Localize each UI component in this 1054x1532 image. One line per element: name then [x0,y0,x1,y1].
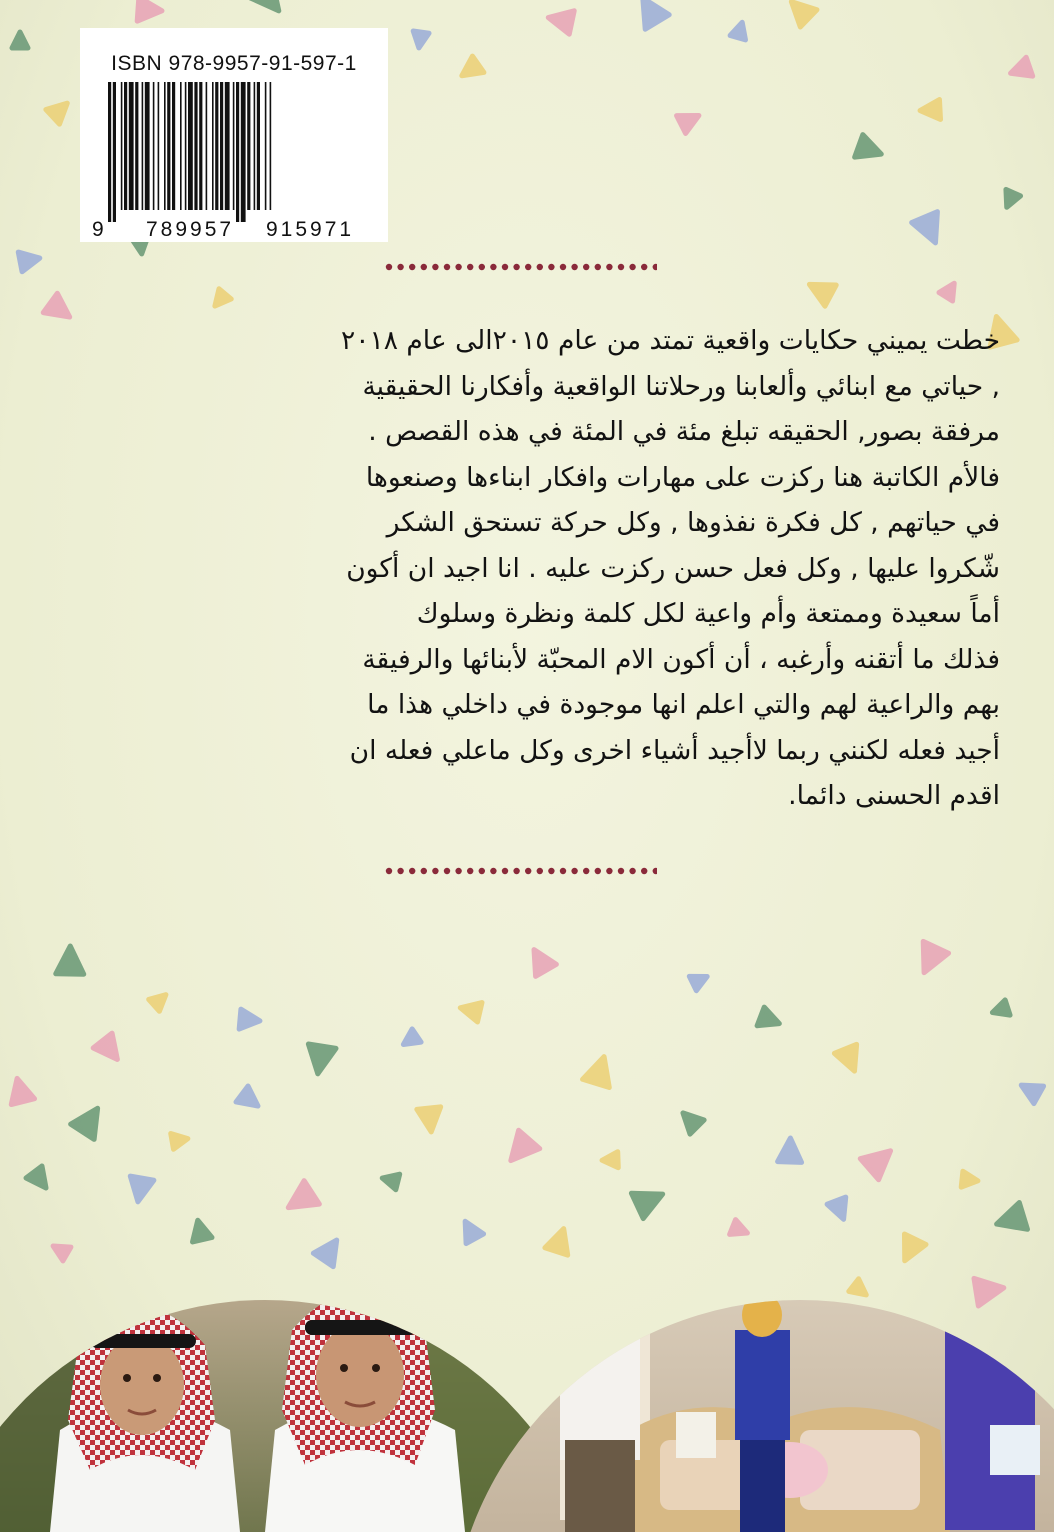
confetti-triangle [804,274,836,306]
description-line: اقدم الحسنى دائما. [788,780,1000,811]
cover-photos [0,1150,1054,1532]
confetti-triangle [46,96,74,124]
divider-dot [479,868,485,874]
divider-dot [397,868,403,874]
barcode-bar [167,82,170,210]
confetti-triangle [399,1029,421,1051]
description-line: فالأم الكاتبة هنا ركزت على مهارات وافكار ابناءها وصنعوها [365,461,1000,493]
barcode-bar [129,82,134,210]
divider-dot [525,264,531,270]
divider-dot [653,868,657,874]
divider-dot [548,264,554,270]
divider-dot [513,868,519,874]
barcode-bar [206,82,208,210]
description-line: أماً سعيدة وممتعة وأم واعية لكل كلمة ونظرة وسلوك [416,598,1000,629]
divider-dot [421,264,427,270]
confetti-triangle [458,998,482,1022]
barcode-bar [124,82,127,210]
confetti-triangle [855,135,886,166]
confetti-triangle [919,99,940,120]
confetti-triangle [911,941,948,978]
barcode-digits-left: 789957 [146,218,235,241]
barcode-bar [212,82,214,210]
dotted-divider-bottom [385,866,657,876]
divider-dot [571,868,577,874]
barcode-bars [108,82,370,222]
barcode-bar [121,82,123,210]
divider-dot [641,868,647,874]
barcode-bar [164,82,166,210]
description-line: شّكروا عليها , وكل فعل حسن ركزت عليه . انا اجيد ان أكون [346,552,1000,584]
divider-dot [467,264,473,270]
divider-dot [490,868,496,874]
divider-dot [583,868,589,874]
isbn-label: ISBN 978-9957-91-597-1 [111,52,357,75]
confetti-triangle [137,0,163,23]
barcode-bar [145,82,150,210]
barcode-bar [172,82,175,210]
confetti-triangle [56,946,84,974]
confetti-triangle [689,969,710,990]
barcode-bar [254,82,256,210]
confetti-triangle [1007,57,1032,82]
divider-dot [455,264,461,270]
divider-dot [560,264,566,270]
confetti-triangle [912,212,949,249]
divider-dot [606,264,612,270]
divider-dot [455,868,461,874]
confetti-triangle [417,1107,443,1133]
confetti-triangle [783,0,817,27]
divider-dot [444,264,450,270]
barcode-bar [220,82,223,210]
barcode-bar [135,82,138,210]
description-line: فذلك ما أتقنه وأرغبه ، أن أكون الام المحبّة لأبنائها والرفيقة [362,643,1000,675]
divider-dot [386,264,392,270]
isbn-barcode [80,28,388,242]
cover-description [60,318,1000,819]
barcode-bar [153,82,155,210]
confetti-triangle [834,1044,865,1075]
confetti-triangle [304,1044,336,1076]
barcode-bar [257,82,260,210]
barcode-bar [158,82,160,210]
confetti-triangle [524,944,557,977]
confetti-triangle [12,32,28,48]
confetti-triangle [209,289,232,312]
description-line: خطت يميني حكايات واقعية تمتد من عام ٢٠١٥الى عام ٢٠١٨ [341,325,1000,356]
divider-dot [641,264,647,270]
divider-dot [513,264,519,270]
divider-dot [537,264,543,270]
divider-dot [629,264,635,270]
divider-dot [502,264,508,270]
divider-dot [479,264,485,270]
confetti-triangle [546,6,574,34]
barcode-bar [247,82,250,210]
description-line: , حياتي مع ابنائي وألعابنا ورحلاتنا الواقعية وأفكارنا الحقيقية [362,370,1000,402]
description-line: أجيد فعله لكنني ربما لاأجيد أشياء اخرى وكل ماعلي فعله ان [349,734,1000,766]
description-line: في حياتهم , كل فكرة نفذوها , وكل حركة تستحق الشكر [386,507,1000,538]
divider-dot [409,868,415,874]
confetti-triangle [757,1007,783,1033]
divider-dot [618,868,624,874]
confetti-triangle [999,189,1020,210]
divider-dot [618,264,624,270]
confetti-triangle [677,107,704,134]
description-line: بهم والراعية لهم والتي اعلم انها موجودة في داخلي هذا ما [367,689,1000,720]
barcode-bar [233,82,235,210]
confetti-triangle [939,279,961,301]
divider-dot [444,868,450,874]
barcode-bar [225,82,230,210]
barcode-bar [241,82,246,222]
divider-dot [386,868,392,874]
confetti-triangle [93,1033,127,1067]
confetti-triangle [1016,1076,1043,1103]
barcode-bar [199,82,202,210]
barcode-bar [236,82,239,222]
divider-dot [537,868,543,874]
confetti-triangle [250,0,289,20]
confetti-triangle [990,1000,1010,1020]
barcode-bar [265,82,267,210]
confetti-triangle [18,248,41,271]
confetti-triangle [456,56,484,84]
barcode-bar [215,82,218,210]
divider-dot [525,868,531,874]
barcode-bar [113,82,116,222]
children-playing-photo [440,1257,1054,1532]
barcode-bar [142,82,144,210]
divider-dot [606,868,612,874]
confetti-triangle [239,1009,261,1031]
divider-dot [502,868,508,874]
divider-dot [409,264,415,270]
confetti-triangle [631,0,669,29]
divider-dot [548,868,554,874]
barcode-bar [108,82,111,222]
divider-dot [571,264,577,270]
confetti-triangle [583,1053,618,1088]
divider-dot [560,868,566,874]
description-line: مرفقة بصور, الحقيقه تبلغ مئة في المئة في هذه القصص . [368,416,1000,447]
divider-dot [397,264,403,270]
divider-dot [583,264,589,270]
confetti-triangle [171,1131,190,1150]
confetti-triangle [149,989,172,1012]
divider-dot [595,868,601,874]
dotted-divider-top [385,262,657,272]
barcode-bar [180,82,182,210]
confetti-triangle [411,31,429,49]
barcode-bar [194,82,197,210]
confetti-triangle [71,1101,110,1140]
divider-dot [421,868,427,874]
divider-dot [653,264,657,270]
barcode-digits-right: 915971 [266,218,355,241]
divider-dot [467,868,473,874]
confetti-triangle [730,20,750,40]
divider-dot [629,868,635,874]
divider-dot [432,264,438,270]
divider-dot [432,868,438,874]
confetti-triangle [236,1086,264,1114]
divider-dot [595,264,601,270]
barcode-bar [185,82,187,210]
barcode-digit-first: 9 [92,218,104,241]
barcode-bar [270,82,272,210]
divider-dot [490,264,496,270]
confetti-triangle [5,1075,34,1104]
barcode-bar [188,82,193,210]
confetti-triangle [676,1106,704,1134]
